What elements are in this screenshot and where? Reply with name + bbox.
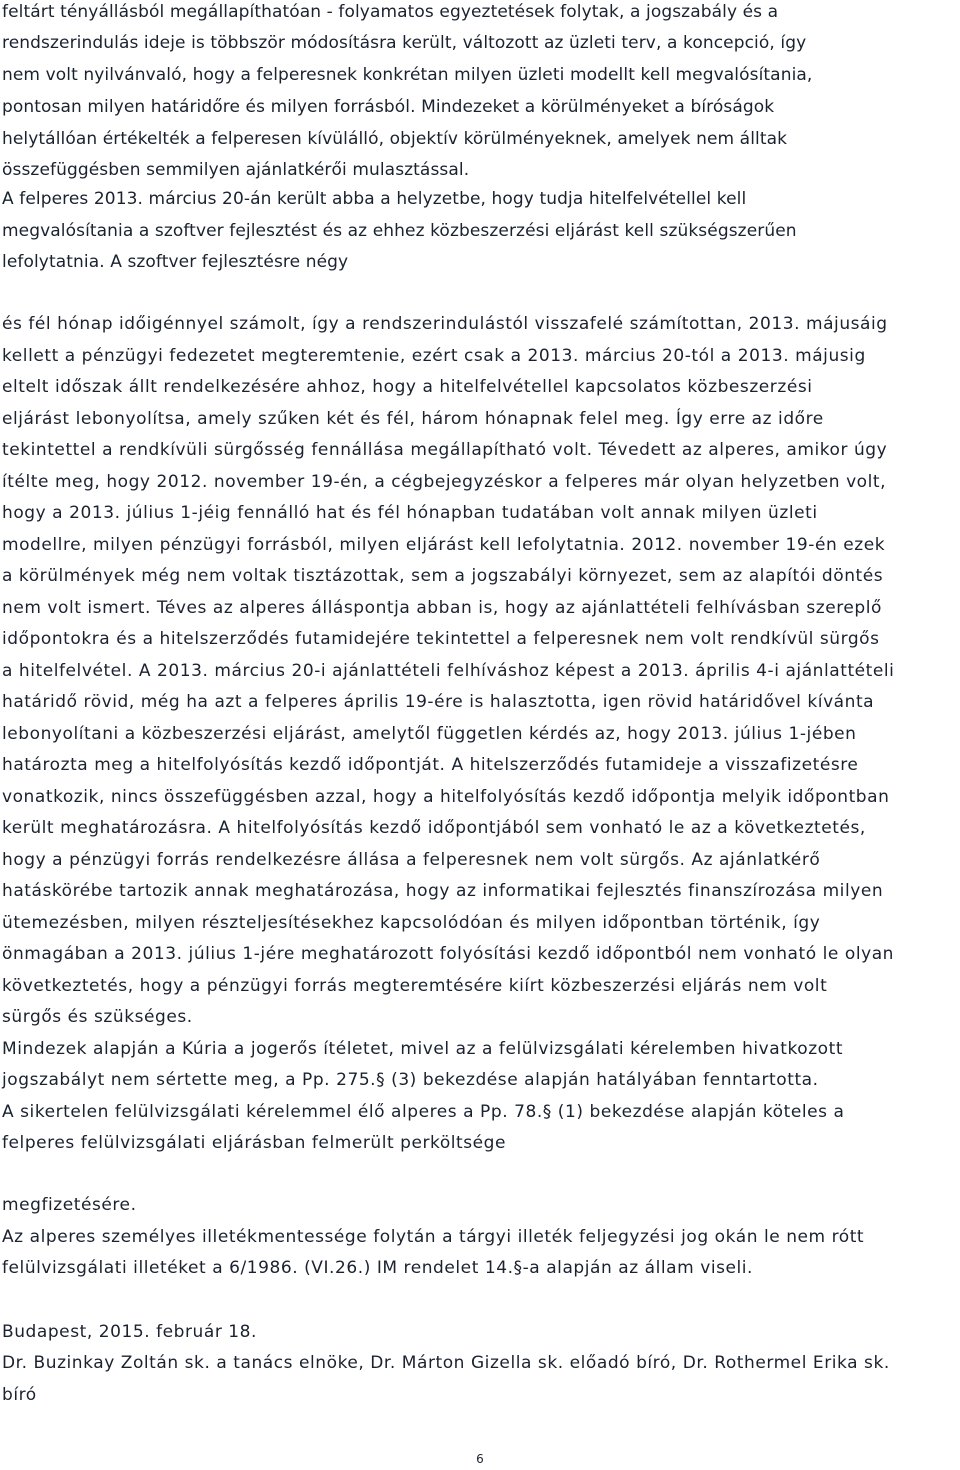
text-line: bíró [2, 1385, 37, 1405]
text-line: eltelt időszak állt rendelkezésére ahhoz, hogy a hitelfelvétellel kapcsolatos közbeszerzési [2, 377, 813, 397]
text-line: ütemezésben, milyen részteljesítésekhez kapcsolódóan és milyen időpontban történik, így [2, 913, 821, 933]
text-line: ítélte meg, hogy 2012. november 19-én, a cégbejegyzéskor a felperes már olyan helyzetben volt, [2, 472, 887, 492]
text-line: felülvizsgálati illetéket a 6/1986. (VI.26.) IM rendelet 14.§-a alapján az állam viseli. [2, 1258, 754, 1278]
text-line: önmagában a 2013. július 1-jére meghatározott folyósítási kezdő időpontból nem vonható le olyan [2, 944, 894, 964]
text-line: sürgős és szükséges. [2, 1007, 193, 1027]
text-line: kellett a pénzügyi fedezetet megteremtenie, ezért csak a 2013. március 20-tól a 2013. májusig [2, 346, 866, 366]
text-line: a hitelfelvétel. A 2013. március 20-i ajánlattételi felhíváshoz képest a 2013. április 4-i ajánlattételi [2, 661, 895, 681]
text-line: vonatkozik, nincs összefüggésben azzal, hogy a hitelfolyósítás kezdő időpontja melyik időpontban [2, 787, 890, 807]
text-line: A sikertelen felülvizsgálati kérelemmel élő alperes a Pp. 78.§ (1) bekezdése alapján köteles a [2, 1102, 845, 1122]
text-line: megfizetésére. [2, 1195, 137, 1215]
text-line: megvalósítania a szoftver fejlesztést és az ehhez közbeszerzési eljárást kell szükségszerűen [2, 221, 797, 241]
text-line: hogy a pénzügyi forrás rendelkezésre állása a felperesnek nem volt sürgős. Az ajánlatkérő [2, 850, 821, 870]
text-line: tekintettel a rendkívüli sürgősség fennállása megállapítható volt. Tévedett az alperes, amikor úgy [2, 440, 888, 460]
text-line: Budapest, 2015. február 18. [2, 1322, 257, 1342]
text-line: A felperes 2013. március 20-án került abba a helyzetbe, hogy tudja hitelfelvétellel kell [2, 189, 747, 209]
text-line: Dr. Buzinkay Zoltán sk. a tanács elnöke, Dr. Márton Gizella sk. előadó bíró, Dr. Rothermel Erika sk. [2, 1353, 890, 1373]
text-line: modellre, milyen pénzügyi forrásból, milyen eljárást kell lefolytatnia. 2012. november 19-én ezek [2, 535, 886, 555]
text-line: határozta meg a hitelfolyósítás kezdő időpontját. A hitelszerződés futamideje a visszafizetésre [2, 755, 859, 775]
text-line: összefüggésben semmilyen ajánlatkérői mulasztással. [2, 160, 470, 180]
text-line: helytállóan értékelték a felperesen kívülálló, objektív körülményeknek, amelyek nem álltak [2, 129, 788, 149]
text-line: következtetés, hogy a pénzügyi forrás megteremtésére kiírt közbeszerzési eljárás nem volt [2, 976, 828, 996]
text-line: nem volt nyilvánvaló, hogy a felperesnek konkrétan milyen üzleti modellt kell megvalósítania, [2, 65, 813, 85]
text-line: és fél hónap időigénnyel számolt, így a rendszerindulástól visszafelé számítottan, 2013. májusáig [2, 314, 888, 334]
text-line: felperes felülvizsgálati eljárásban felmerült perköltsége [2, 1133, 507, 1153]
text-line: nem volt ismert. Téves az alperes álláspontja abban is, hogy az ajánlattételi felhívásban szereplő [2, 598, 882, 618]
text-line: időpontokra és a hitelszerződés futamidejére tekintettel a felperesnek nem volt rendkívül sürgős [2, 629, 880, 649]
text-line: Az alperes személyes illetékmentessége folytán a tárgyi illeték feljegyzési jog okán le nem rótt [2, 1227, 865, 1247]
text-line: Mindezek alapján a Kúria a jogerős ítéletet, mivel az a felülvizsgálati kérelemben hivatkozott [2, 1039, 844, 1059]
text-line: került meghatározásra. A hitelfolyósítás kezdő időpontjából sem vonható le az a következtetés, [2, 818, 866, 838]
text-line: pontosan milyen határidőre és milyen forrásból. Mindezeket a körülményeket a bíróságok [2, 97, 775, 117]
page-number: 6 [476, 1452, 484, 1466]
text-line: határidő rövid, még ha azt a felperes április 19-ére is halasztotta, igen rövid határidővel kívánta [2, 692, 875, 712]
text-line: rendszerindulás ideje is többször módosításra került, változott az üzleti terv, a koncepció, így [2, 33, 807, 53]
text-line: a körülmények még nem voltak tisztázottak, sem a jogszabályi környezet, sem az alapítói döntés [2, 566, 884, 586]
text-line: hatáskörébe tartozik annak meghatározása, hogy az informatikai fejlesztés finanszírozása milyen [2, 881, 884, 901]
text-line: jogszabályt nem sértette meg, a Pp. 275.§ (3) bekezdése alapján hatályában fenntartotta. [2, 1070, 819, 1090]
text-line: feltárt tényállásból megállapíthatóan - folyamatos egyeztetések folytak, a jogszabály és a [2, 2, 779, 22]
text-line: eljárást lebonyolítsa, amely szűken két és fél, három hónapnak felel meg. Így erre az időre [2, 409, 824, 429]
text-line: hogy a 2013. július 1-jéig fennálló hat és fél hónapban tudatában volt annak milyen üzleti [2, 503, 818, 523]
text-line: lebonyolítani a közbeszerzési eljárást, amelytől független kérdés az, hogy 2013. július 1-jében [2, 724, 857, 744]
text-line: lefolytatnia. A szoftver fejlesztésre négy [2, 252, 349, 272]
